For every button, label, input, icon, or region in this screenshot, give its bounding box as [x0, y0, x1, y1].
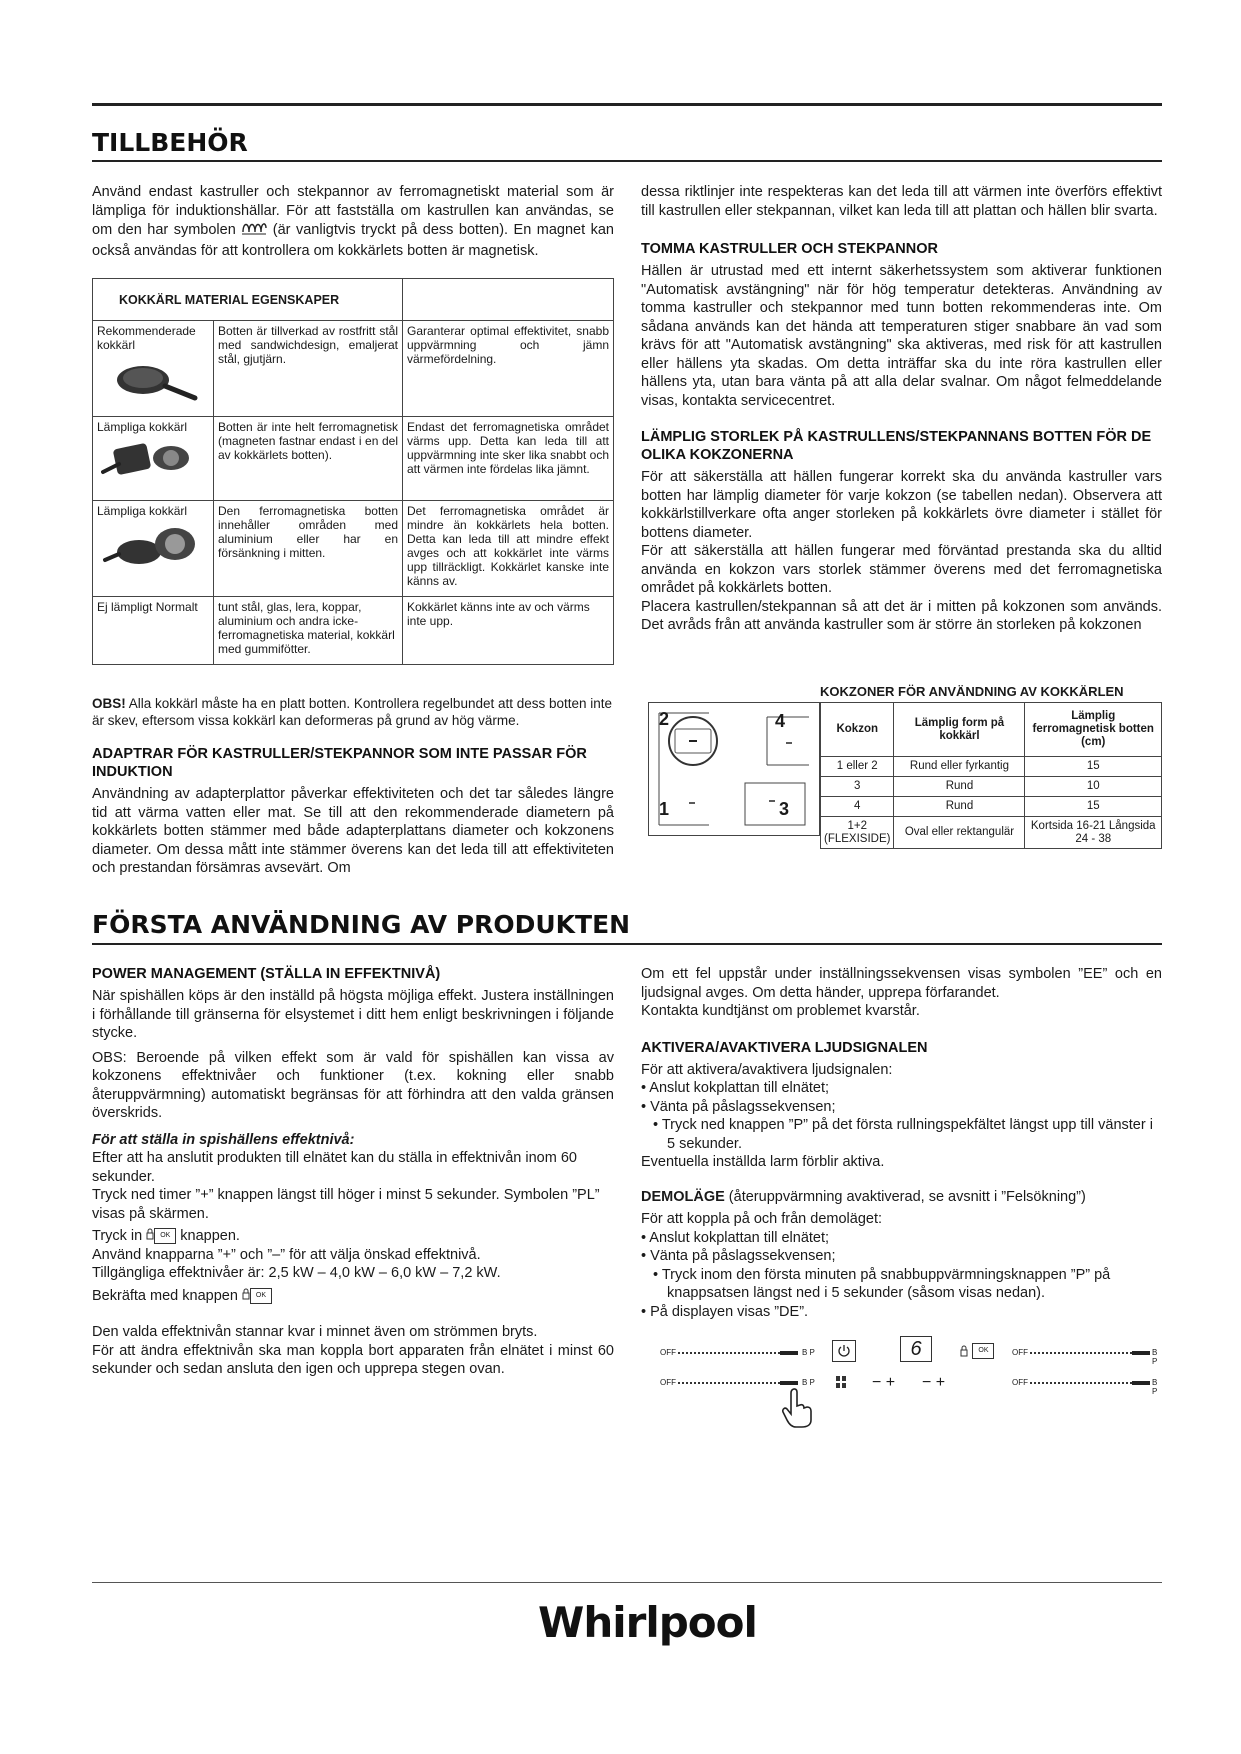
material-row-2-type: Lämpliga kokkärl	[93, 417, 214, 501]
intro-text-b: (är vanligtvis tryckt på dess botten). En magnet kan också användas för att kontrollera om kokkärlets botten är magnetisk.	[92, 222, 614, 259]
demo-heading: DEMOLÄGE	[641, 1188, 725, 1205]
zone-cell: 3	[821, 777, 894, 797]
ljud-item-1: • Anslut kokplattan till elnätet;	[641, 1080, 830, 1096]
left-column-lower	[92, 965, 614, 1379]
power-p2: OBS: Beroende på vilken effekt som är vald för spishällen kan vissa av kokzonens effektnivåer och funktioner (t.ex. kokning eller snabb återuppvärmning) automatiskt begränsas för att förhindra att den valda gränsen överskrids.	[92, 1049, 614, 1121]
material-table	[92, 278, 614, 665]
material-row-2-material: Botten är inte helt ferromagnetisk (magneten fastnar endast i en del av kokkärlets botten).	[214, 417, 403, 501]
induction-coil-icon	[241, 220, 267, 242]
demo-sub: (återuppvärmning avaktiverad, se avsnitt i ”Felsökning”)	[724, 1188, 1086, 1205]
set-line-2: Tryck ned timer ”+” knappen längst till höger i minst 5 sekunder. Symbolen ”PL” visas på skärmen.	[92, 1187, 600, 1222]
lock-ok-button-icon	[146, 1227, 154, 1246]
zone-cell: 15	[1025, 757, 1162, 777]
demo-intro: För att koppla på och från demoläget:	[641, 1211, 883, 1227]
power-p1: När spishällen köps är den inställd på högsta möjliga effekt. Justera inställningen i förhållande till gränserna för elsystemet i ditt hem enligt beskrivningen i följande stycke.	[92, 988, 614, 1041]
set-line-7: Den valda effektnivån stannar kvar i minnet även om strömmen bryts.	[92, 1324, 538, 1341]
lock-ok-button-icon-2	[242, 1287, 250, 1306]
zone-cell: 10	[1025, 777, 1162, 797]
material-row-4-props: Kokkärlet känns inte av och värms inte upp.	[403, 597, 614, 665]
timer-minus-plus-2[interactable]: − +	[922, 1374, 946, 1391]
ljud-item-3: • Tryck ned knappen ”P” på det första rullningspekfältet längst upp till vänster i 5 sekunder.	[653, 1117, 1153, 1152]
left-column-upper	[92, 183, 614, 260]
whirlpool-logo: Whirlpool	[538, 1598, 757, 1647]
slider-bottom-right-end	[1132, 1381, 1150, 1385]
storlek-p1: För att säkerställa att hällen fungerar korrekt ska du använda kastruller vars botten har lämplig diameter för varje kokzon (se tabellen nedan). Observera att kokkärlstillverkare ofta anger storleken på kokkärlets övre diameter i stället för bottens diameter.	[641, 469, 1162, 541]
section-title-forsta: FÖRSTA ANVÄNDNING AV PRODUKTEN	[92, 910, 631, 939]
adapter-text: Användning av adapterplattor påverkar effektiviteten och det tar således längre tid att värma vatten eller mat. Se till att den rekommenderade diametern på kokkärlets botten stämmer med både adapterplattans diameter och kokzonens diameter. Om dessa mått inte stämmer överens kan det leda till att effektiviteten och prestandan försämras avsevärt. Om	[92, 786, 614, 876]
material-row-4-type: Ej lämpligt Normalt	[93, 597, 214, 665]
zone-cell: Rund eller fyrkantig	[894, 757, 1025, 777]
section-title-tillbehor: TILLBEHÖR	[92, 128, 248, 157]
zone-header-kokzon: Kokzon	[821, 703, 894, 757]
zone-cell: Oval eller rektangulär	[894, 817, 1025, 849]
power-icon	[837, 1344, 851, 1358]
slider-top-right-end	[1132, 1351, 1150, 1355]
demo-item-4: • På displayen visas ”DE”.	[641, 1303, 809, 1320]
zone-header-form: Lämplig form på kokkärl	[894, 703, 1025, 757]
zone-cell: 4	[821, 797, 894, 817]
zone-cell: 1 eller 2	[821, 757, 894, 777]
slider-bp-label-top-left: B P	[802, 1348, 815, 1357]
zone-select-icon[interactable]	[836, 1376, 846, 1388]
zone-cell: Rund	[894, 777, 1025, 797]
slider-off-label-bottom-right: OFF	[1012, 1378, 1028, 1387]
slider-bp-label-bottom-right: B P	[1152, 1378, 1158, 1396]
intro-text-a: Använd endast kastruller och stekpannor av ferromagnetiskt material som är lämpliga för induktionshällar. För att fastställa om kastrullen kan användas, se om den har symbolen	[92, 184, 614, 238]
zone-table	[820, 702, 1162, 849]
zone-number-2: 2	[659, 709, 670, 729]
set-heading: För att ställa in spishällens effektnivå:	[92, 1131, 355, 1148]
section-rule-2	[92, 943, 1162, 945]
right-column-upper	[641, 183, 1162, 635]
zone-header-botten: Lämplig ferromagnetisk botten (cm)	[1025, 703, 1162, 757]
material-row-1-material: Botten är tillverkad av rostfritt stål med sandwichdesign, emaljerat stål, gjutjärn.	[214, 321, 403, 417]
pointing-hand-icon	[780, 1388, 814, 1428]
set-line-3: Tryck in OK knappen.	[92, 1228, 240, 1245]
slider-off-label-top-right: OFF	[1012, 1348, 1028, 1357]
adapter-heading: ADAPTRAR FÖR KASTRULLER/STEKPANNOR SOM INTE PASSAR FÖR INDUKTION	[92, 746, 587, 780]
pan-icon	[109, 358, 199, 402]
continued-paragraph: dessa riktlinjer inte respekteras kan det leda till att värmen inte överförs effektivt till kastrullen eller stekpannan, vilket kan leda till att plattan och hällen blir svarta.	[641, 184, 1162, 219]
storlek-heading: LÄMPLIG STORLEK PÅ KASTRULLENS/STEKPANNANS BOTTEN FÖR DE OLIKA KOKZONERNA	[641, 429, 1152, 463]
right-column-lower	[641, 965, 1162, 1321]
lock-icon	[960, 1345, 968, 1357]
demo-item-2: • Vänta på påslagssekvensen;	[641, 1248, 836, 1264]
power-button[interactable]	[832, 1340, 856, 1362]
slider-off-label-top-left: OFF	[660, 1348, 676, 1357]
zone-cell: 15	[1025, 797, 1162, 817]
set-line-5: Tillgängliga effektnivåer är: 2,5 kW – 4,0 kW – 6,0 kW – 7,2 kW.	[92, 1265, 501, 1282]
obs-note	[92, 695, 614, 729]
intro-paragraph	[92, 183, 614, 260]
material-row-3-props: Det ferromagnetiska området är mindre än kokkärlets hela botten. Detta kan leda till att mindre effekt avges och att kokkärlet inte värms upp tillräckligt. Kokkärlet kanske inte känns av.	[403, 501, 614, 597]
zone-number-3: 3	[779, 799, 790, 819]
ok-key-icon: OK	[154, 1228, 176, 1244]
material-row-3-type: Lämpliga kokkärl	[93, 501, 214, 597]
ljud-item-2: • Vänta på påslagssekvensen;	[641, 1098, 836, 1115]
slider-top-left-end	[780, 1351, 798, 1355]
slider-off-label-bottom-left: OFF	[660, 1378, 676, 1387]
zone-cell: Rund	[894, 797, 1025, 817]
obs-text: Alla kokkärl måste ha en platt botten. Kontrollera regelbundet att dess botten inte är skev, eftersom vissa kokkärl kan deformeras på grund av hög värme.	[92, 696, 613, 728]
ee-text: Om ett fel uppstår under inställningssekvensen visas symbolen ”EE” och en ljudsignal avges. Om detta händer, upprepa förfarandet.	[641, 966, 1162, 1001]
set-line-1: Efter att ha anslutit produkten till elnätet kan du ställa in effektnivån inom 60 sekunder.	[92, 1150, 577, 1185]
material-table-header: KOKKÄRL MATERIAL EGENSKAPER	[93, 279, 403, 321]
storlek-p3: Placera kastrullen/stekpannan så att det är i mitten på kokzonen som används. Det avråds från att använda kastruller som är större än storleken på kokzonen	[641, 598, 1162, 633]
ljud-heading: AKTIVERA/AVAKTIVERA LJUDSIGNALEN	[641, 1039, 928, 1056]
storlek-p2: För att säkerställa att hällen fungerar med förväntad prestanda ska du alltid använda en kokzon vars storlek stämmer överens med det ferromagnetiska området på kokkärlets botten.	[641, 543, 1162, 596]
left-column-upper-2	[92, 695, 614, 878]
grill-pan-icon	[101, 438, 201, 482]
zone-table-title: KOKZONER FÖR ANVÄNDNING AV KOKKÄRLEN	[820, 684, 1124, 699]
control-panel	[660, 1340, 1160, 1430]
material-row-1-props: Garanterar optimal effektivitet, snabb uppvärmning och jämn värmefördelning.	[403, 321, 614, 417]
set-line-6: Bekräfta med knappen OK	[92, 1287, 614, 1306]
material-row-4-material: tunt stål, glas, lera, koppar, aluminium och andra icke-ferromagnetiska material, kokkärl med gummifötter.	[214, 597, 403, 665]
timer-display: 6	[900, 1336, 932, 1362]
ee-text-2: Kontakta kundtjänst om problemet kvarstår.	[641, 1003, 920, 1019]
set-line-8: För att ändra effektnivån ska man koppla bort apparaten från elnätet i minst 60 sekunder och sedan ansluta den igen och upprepa stegen ovan.	[92, 1342, 614, 1378]
tomma-text: Hällen är utrustad med ett internt säkerhetssystem som aktiverar funktionen "Automatisk avstängning" när för hög temperatur detekteras. Användning av tomma kastruller och stekpannor med tunn botten rekommenderas inte. Om sådana används kan det hända att temperaturen stiger snabbare än vad som krävs för att "Automatisk avstängning" ska aktiveras, med risk för att kastrullen eller hällens yta skadas. Om detta inträffar ska du inte röra kastrullen eller hällens yta, utan bara vänta på att alla delar svalnar. Om något felmeddelande visas, kontakta servicecentret.	[641, 263, 1162, 409]
panel-ok-key: OK	[972, 1343, 994, 1359]
material-row-3-material: Den ferromagnetiska botten innehåller områden med aluminium eller har en försänkning i mitten.	[214, 501, 403, 597]
demo-item-1: • Anslut kokplattan till elnätet;	[641, 1229, 830, 1246]
obs-label: OBS!	[92, 696, 126, 711]
ok-lock-button[interactable]	[960, 1342, 994, 1360]
ljud-intro: För att aktivera/avaktivera ljudsignalen:	[641, 1061, 893, 1078]
top-rule	[92, 103, 1162, 106]
hob-diagram	[648, 702, 820, 836]
zone-cell: Kortsida 16-21 Långsida 24 - 38	[1025, 817, 1162, 849]
zone-cell: 1+2 (FLEXISIDE)	[821, 817, 894, 849]
power-heading: POWER MANAGEMENT (STÄLLA IN EFFEKTNIVÅ)	[92, 966, 441, 982]
material-row-2-props: Endast det ferromagnetiska området värms upp. Detta kan leda till att uppvärmning inte sker lika snabbt och att värmen inte fördelas lika jämnt.	[403, 417, 614, 501]
set-line-4: Använd knapparna ”+” och ”–” för att välja önskad effektnivå.	[92, 1246, 481, 1263]
slider-bp-label-top-right: B P	[1152, 1348, 1158, 1366]
tomma-heading: TOMMA KASTRULLER OCH STEKPANNOR	[641, 241, 938, 257]
demo-item-3: • Tryck inom den första minuten på snabbuppvärmningsknappen ”P” på knappsatsen längst ned i 5 sekunder (såsom visas nedan).	[653, 1266, 1111, 1301]
slider-bp-label-bottom-left: B P	[802, 1378, 815, 1387]
ok-key-icon-2: OK	[250, 1288, 272, 1304]
slider-bottom-left-end	[780, 1381, 798, 1385]
zone-number-1: 1	[659, 799, 670, 819]
material-row-1-type: Rekommenderade kokkärl	[93, 321, 214, 417]
ljud-after: Eventuella inställda larm förblir aktiva.	[641, 1154, 885, 1170]
demo-heading-line	[641, 1188, 1162, 1207]
section-rule	[92, 160, 1162, 162]
pan-base-icon	[101, 522, 201, 574]
footer-rule	[92, 1582, 1162, 1583]
hob-zones-graphic	[649, 703, 819, 835]
timer-minus-plus-1[interactable]: − +	[872, 1374, 896, 1391]
zone-number-4: 4	[775, 711, 786, 731]
